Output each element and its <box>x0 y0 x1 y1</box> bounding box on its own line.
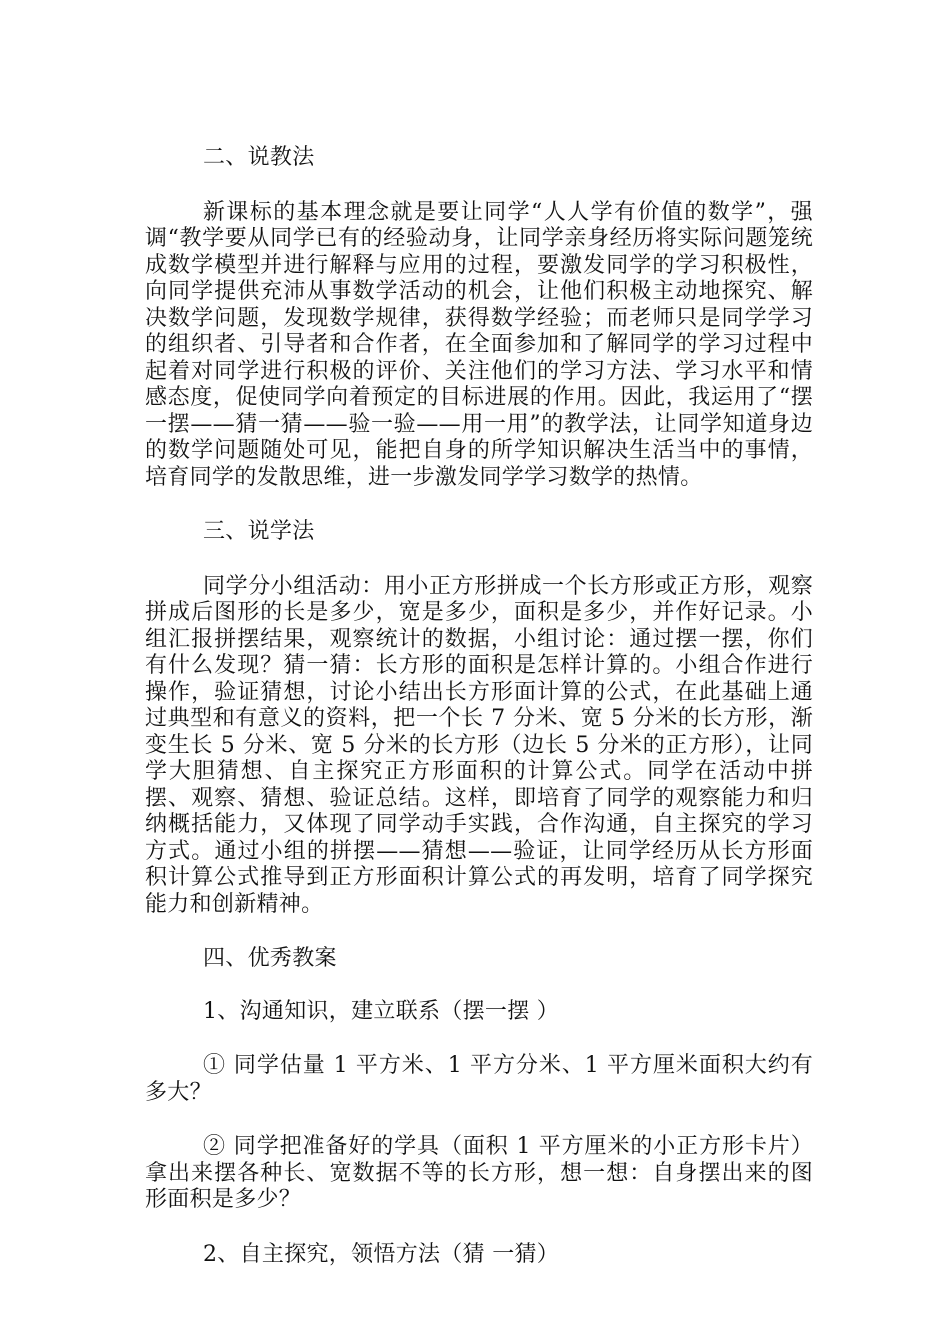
step-heading-2: 2、自主探究，领悟方法（猜 一猜） <box>203 1241 560 1267</box>
step-heading-1: 1、沟通知识，建立联系（摆一摆 ） <box>203 998 560 1024</box>
section-heading-teaching-method: 二、说教法 <box>203 145 315 170</box>
document-page <box>145 145 813 1268</box>
section-heading-learning-method: 三、说学法 <box>203 519 315 544</box>
section-heading-lesson-plan: 四、优秀教案 <box>203 946 337 971</box>
paragraph-learning-method: 同学分小组活动：用小正方形拼成一个长方形或正方形，观察拼成后图形的长是多少，宽是多少，面积是多少，并作好记录。小组汇报拼摆结果，观察统计的数据，小组讨论：通过摆一摆，你们有什么发现？猜一猜：长方形的面积是怎样计算的。小组合作进行操作，验证猜想，讨论小结出长方形面计算的公式，在此基础上通过典型和有意义的资料，把一个长 7 分米、宽 5 分米的长方形，渐变生长 5 分米、宽 5 分米的长方形（边长 5 分米的正方形），让同学大胆猜想、自主探究正方形面积的计算公式。同学在活动中拼摆、观察、猜想、验证总结。这样，即培育了同学的观察能力和归纳概括能力，又体现了同学动手实践，合作沟通，自主探究的学习方式。通过小组的拼摆——猜想——验证，让同学经历从长方形面积计算公式推导到正方形面积计算公式的再发明，培育了同学探究能力和创新精神。 <box>145 573 813 917</box>
step-item-1b: ② 同学把准备好的学具（面积 1 平方厘米的小正方形卡片）拿出来摆各种长、宽数据不等的长方形，想一想：自身摆出来的图形面积是多少？ <box>145 1134 813 1212</box>
paragraph-teaching-method: 新课标的基本理念就是要让同学“人人学有价值的数学”，强调“教学要从同学已有的经验动身，让同学亲身经历将实际问题笼统成数学模型并进行解释与应用的过程，要激发同学的学习积极性，向同学提供充沛从事数学活动的机会，让他们积极主动地探究、解决数学问题，发现数学规律，获得数学经验；而老师只是同学学习的组织者、引导者和合作者，在全面参加和了解同学的学习过程中起着对同学进行积极的评价、关注他们的学习方法、学习水平和情感态度，促使同学向着预定的目标进展的作用。因此，我运用了“摆一摆——猜一猜——验一验——用一用”的教学法，让同学知道身边的数学问题随处可见，能把自身的所学知识解决生活当中的事情，培育同学的发散思维，进一步激发同学学习数学的热情。 <box>145 199 813 490</box>
step-item-1a: ① 同学估量 1 平方米、1 平方分米、1 平方厘米面积大约有多大？ <box>145 1053 813 1105</box>
